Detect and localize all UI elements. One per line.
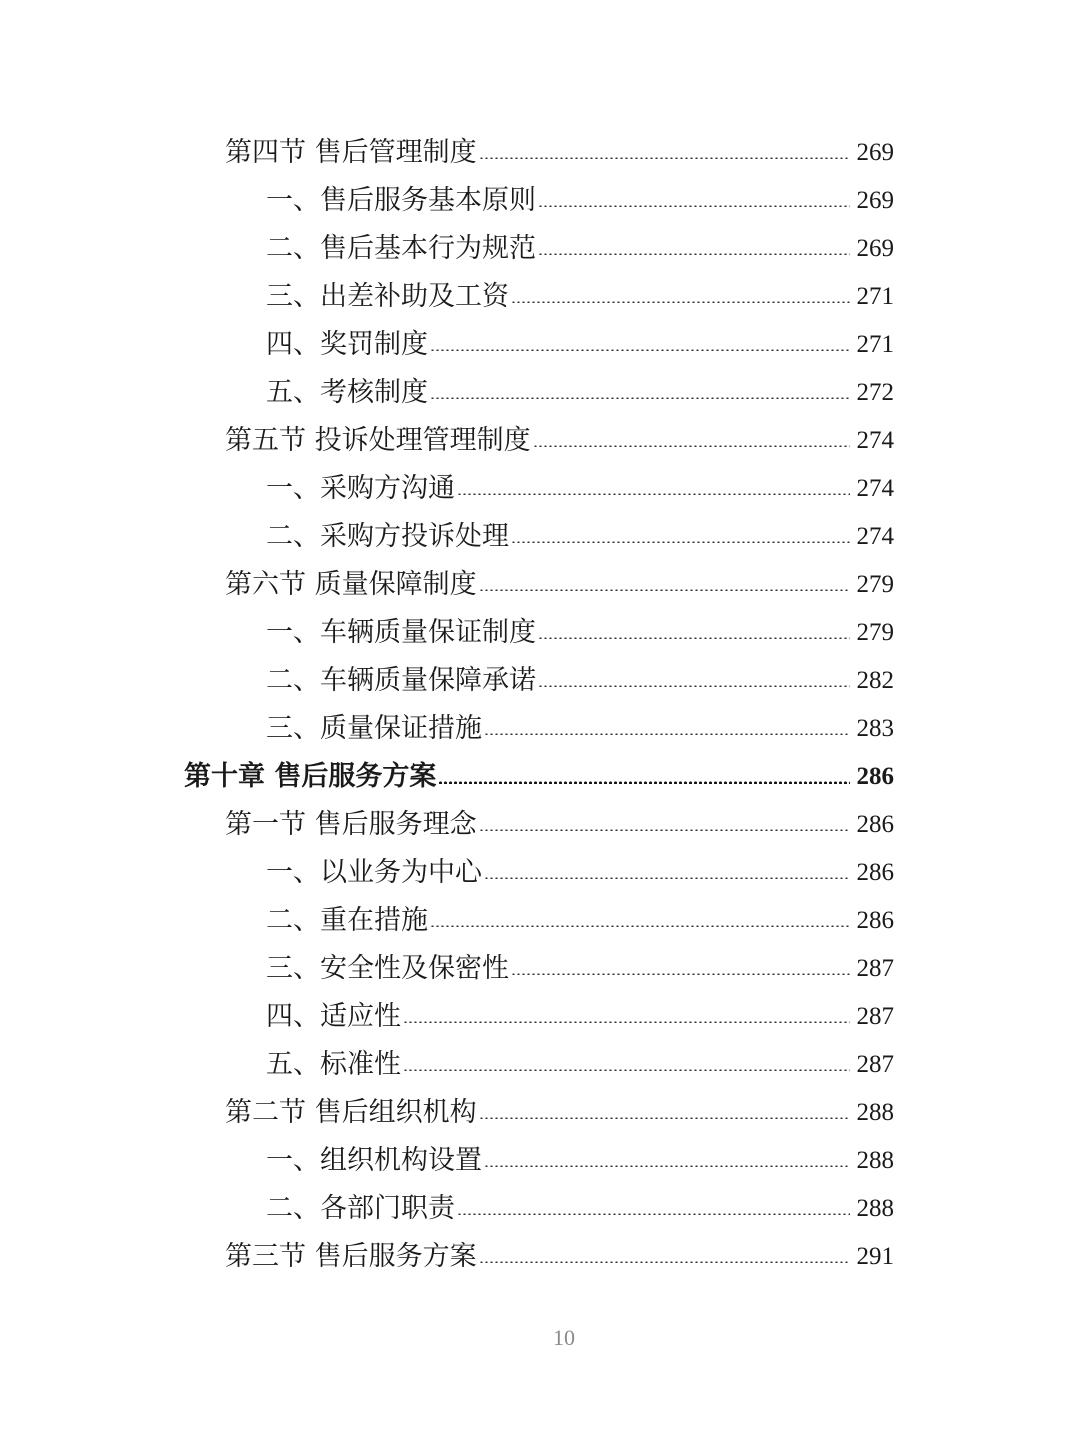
toc-entry-page: 286 [856, 907, 894, 934]
page-number: 10 [553, 1325, 575, 1350]
toc-section-entry[interactable] [0, 1089, 1080, 1137]
toc-entry-page: 286 [856, 763, 894, 790]
dot-leader [479, 1117, 850, 1119]
toc-entry-title: 四、适应性 [266, 1001, 401, 1032]
toc-entry-title: 二、重在措施 [266, 905, 428, 936]
toc-entry-title: 三、质量保证措施 [266, 713, 482, 744]
toc-entry-page: 287 [856, 955, 894, 982]
toc-subsection-entry[interactable] [0, 177, 1080, 225]
toc-subsection-entry[interactable] [0, 321, 1080, 369]
toc-entry-title: 第一节 售后服务理念 [225, 809, 477, 840]
toc-entry-page: 274 [856, 523, 894, 550]
toc-subsection-entry[interactable] [0, 465, 1080, 513]
toc-entry-page: 288 [856, 1147, 894, 1174]
toc-subsection-entry[interactable] [0, 513, 1080, 561]
toc-entry-page: 269 [856, 139, 894, 166]
toc-subsection-entry[interactable] [0, 657, 1080, 705]
toc-entry-page: 279 [856, 571, 894, 598]
toc-entry-page: 288 [856, 1195, 894, 1222]
toc-entry-title: 一、采购方沟通 [266, 473, 455, 504]
toc-entry-page: 283 [856, 715, 894, 742]
toc-entry-page: 288 [856, 1099, 894, 1126]
dot-leader [430, 397, 850, 399]
toc-section-entry[interactable] [0, 561, 1080, 609]
dot-leader [484, 1165, 850, 1167]
toc-entry-title: 二、车辆质量保障承诺 [266, 665, 536, 696]
toc-section-entry[interactable] [0, 417, 1080, 465]
toc-entry-page: 269 [856, 235, 894, 262]
toc-subsection-entry[interactable] [0, 705, 1080, 753]
dot-leader [479, 157, 850, 159]
toc-entry-page: 287 [856, 1003, 894, 1030]
toc-subsection-entry[interactable] [0, 897, 1080, 945]
dot-leader [511, 301, 850, 303]
dot-leader [538, 685, 850, 687]
toc-entry-page: 291 [856, 1243, 894, 1270]
dot-leader [479, 1261, 850, 1263]
toc-entry-title: 一、以业务为中心 [266, 857, 482, 888]
dot-leader [457, 493, 850, 495]
toc-entry-title: 第六节 质量保障制度 [225, 569, 477, 600]
toc-entry-title: 五、考核制度 [266, 377, 428, 408]
toc-entry-title: 第十章 售后服务方案 [184, 761, 437, 792]
table-of-contents [0, 129, 1080, 1281]
toc-entry-title: 二、各部门职责 [266, 1193, 455, 1224]
toc-subsection-entry[interactable] [0, 369, 1080, 417]
dot-leader [430, 925, 850, 927]
toc-entry-page: 274 [856, 427, 894, 454]
dot-leader [479, 829, 850, 831]
dot-leader [484, 877, 850, 879]
toc-entry-title: 第五节 投诉处理管理制度 [225, 425, 531, 456]
toc-entry-title: 第二节 售后组织机构 [225, 1097, 477, 1128]
toc-entry-title: 二、售后基本行为规范 [266, 233, 536, 264]
toc-entry-title: 五、标准性 [266, 1049, 401, 1080]
toc-entry-title: 四、奖罚制度 [266, 329, 428, 360]
toc-entry-title: 三、安全性及保密性 [266, 953, 509, 984]
dot-leader [457, 1213, 850, 1215]
toc-entry-title: 一、车辆质量保证制度 [266, 617, 536, 648]
toc-chapter-entry[interactable] [0, 753, 1080, 801]
toc-entry-page: 271 [856, 283, 894, 310]
dot-leader [438, 781, 850, 784]
dot-leader [479, 589, 850, 591]
dot-leader [538, 205, 850, 207]
toc-section-entry[interactable] [0, 801, 1080, 849]
toc-entry-page: 286 [856, 859, 894, 886]
toc-subsection-entry[interactable] [0, 1041, 1080, 1089]
dot-leader [430, 349, 850, 351]
dot-leader [511, 541, 850, 543]
toc-subsection-entry[interactable] [0, 1185, 1080, 1233]
toc-subsection-entry[interactable] [0, 945, 1080, 993]
toc-entry-page: 287 [856, 1051, 894, 1078]
dot-leader [538, 637, 850, 639]
toc-section-entry[interactable] [0, 1233, 1080, 1281]
toc-entry-page: 279 [856, 619, 894, 646]
toc-subsection-entry[interactable] [0, 993, 1080, 1041]
toc-entry-page: 272 [856, 379, 894, 406]
toc-subsection-entry[interactable] [0, 273, 1080, 321]
dot-leader [511, 973, 850, 975]
toc-entry-page: 274 [856, 475, 894, 502]
toc-subsection-entry[interactable] [0, 609, 1080, 657]
toc-entry-title: 一、售后服务基本原则 [266, 185, 536, 216]
toc-entry-title: 三、出差补助及工资 [266, 281, 509, 312]
toc-entry-title: 第四节 售后管理制度 [225, 137, 477, 168]
dot-leader [403, 1069, 850, 1071]
dot-leader [484, 733, 850, 735]
dot-leader [533, 445, 850, 447]
toc-entry-page: 271 [856, 331, 894, 358]
toc-entry-page: 282 [856, 667, 894, 694]
toc-section-entry[interactable] [0, 129, 1080, 177]
toc-subsection-entry[interactable] [0, 849, 1080, 897]
dot-leader [538, 253, 850, 255]
toc-entry-title: 一、组织机构设置 [266, 1145, 482, 1176]
toc-subsection-entry[interactable] [0, 1137, 1080, 1185]
toc-subsection-entry[interactable] [0, 225, 1080, 273]
dot-leader [403, 1021, 850, 1023]
toc-entry-page: 269 [856, 187, 894, 214]
toc-entry-page: 286 [856, 811, 894, 838]
toc-entry-title: 第三节 售后服务方案 [225, 1241, 477, 1272]
toc-entry-title: 二、采购方投诉处理 [266, 521, 509, 552]
